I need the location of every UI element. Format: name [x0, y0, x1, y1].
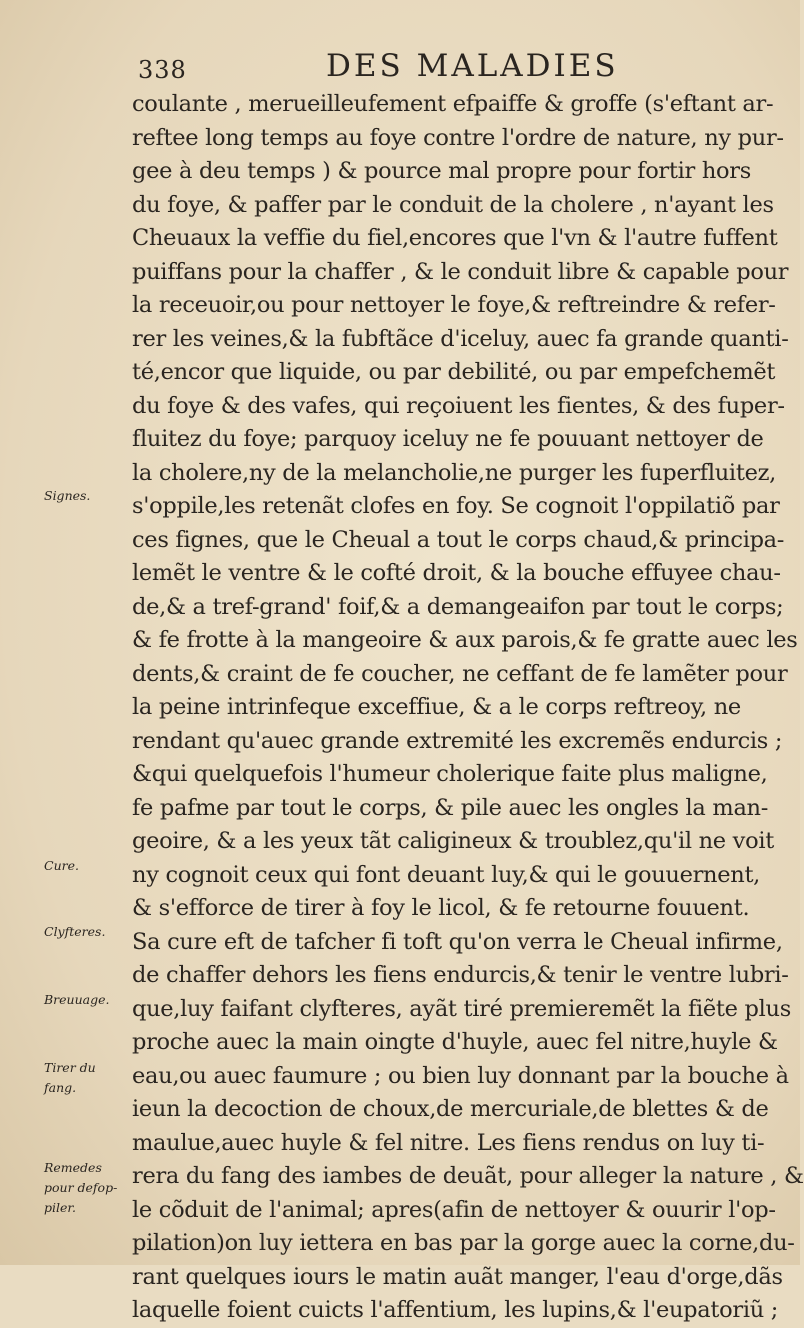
text-line: la receuoir,ou pour nettoyer le foye,& reftreindre & refer-	[132, 292, 776, 318]
running-title: DES MALADIES	[326, 48, 619, 84]
text-line: du foye, & paffer par le conduit de la cholere , n'ayant les	[132, 191, 774, 218]
body-text	[132, 88, 804, 1328]
text-line: fluitez du foye; parquoy iceluy ne fe pouuant nettoyer de	[132, 426, 764, 452]
text-line: & s'efforce de tirer à foy le licol, & fe retourne fouuent.	[132, 895, 750, 921]
text-line: coulante , merueilleufement efpaiffe & groffe (s'eftant ar-	[132, 91, 774, 117]
margin-note-remedes: Remedes	[44, 1160, 102, 1175]
text-line: rendant qu'auec grande extremité les excremẽs endurcis ;	[132, 727, 783, 754]
text-line: proche auec la main oingte d'huyle, auec fel nitre,huyle &	[132, 1029, 778, 1055]
text-line: ieun la decoction de choux,de mercuriale,de blettes & de	[132, 1096, 769, 1122]
text-line: &qui quelquefois l'humeur cholerique faite plus maligne,	[132, 761, 768, 787]
page-number: 338	[138, 56, 187, 84]
text-line: ces fignes, que le Cheual a tout le corps chaud,& principa-	[132, 526, 785, 553]
text-line: eau,ou auec faumure ; ou bien luy donnant par la bouche à	[132, 1062, 789, 1089]
text-line: fe pafme par tout le corps, & pile auec les ongles la man-	[132, 794, 769, 821]
text-line: de chaffer dehors les fiens endurcis,& tenir le ventre lubri-	[132, 962, 789, 988]
text-line: dents,& craint de fe coucher, ne ceffant de fe lamẽter pour	[132, 660, 788, 687]
text-line: rer les veines,& la fubftãce d'iceluy, auec fa grande quanti-	[132, 325, 789, 352]
text-line: pilation)on luy iettera en bas par la gorge auec la corne,du-	[132, 1230, 795, 1256]
text-line: ny cognoit ceux qui font deuant luy,& qui le gouuernent,	[132, 861, 761, 888]
margin-note-signes: Signes.	[44, 488, 91, 503]
text-line: & fe frotte à la mangeoire & aux parois,& fe gratte auec les	[132, 627, 798, 653]
margin-note-cure: Cure.	[44, 858, 79, 873]
margin-note-tirer: Tirer du	[44, 1060, 96, 1075]
text-line: la cholere,ny de la melancholie,ne purger les fuperfluitez,	[132, 459, 776, 486]
text-line: la peine intrinfeque exceffiue, & a le corps reftreoy, ne	[132, 694, 741, 720]
text-line: Cheuaux la veffie du fiel,encores que l'vn & l'autre fuffent	[132, 225, 778, 251]
text-line: laquelle foient cuicts l'affentium, les lupins,& l'eupatoriũ ;	[132, 1297, 779, 1323]
margin-note-remedes-3: piler.	[44, 1200, 76, 1215]
margin-note-tirer-2: fang.	[44, 1080, 77, 1095]
text-line: geoire, & a les yeux tãt caligineux & troublez,qu'il ne voit	[132, 828, 774, 854]
text-line: du foye & des vafes, qui reçoiuent les fientes, & des fuper-	[132, 392, 785, 419]
text-line: le cõduit de l'animal; apres(afin de nettoyer & ouurir l'op-	[132, 1196, 776, 1223]
text-line: lemẽt le ventre & le cofté droit, & la bouche effuyee chau-	[132, 560, 781, 586]
text-line: que,luy faifant clyfteres, ayãt tiré premieremẽt la fiẽte plus	[132, 995, 791, 1022]
text-line: s'oppile,les retenãt clofes en foy. Se cognoit l'oppilatiõ par	[132, 493, 780, 519]
text-line: Sa cure eft de tafcher fi toft qu'on verra le Cheual infirme,	[132, 928, 783, 955]
text-line: rant quelques iours le matin auãt manger, l'eau d'orge,dãs	[132, 1263, 783, 1290]
text-line: rera du fang des iambes de deuãt, pour alleger la nature , &	[132, 1163, 804, 1189]
margin-note-clysteres: Clyfteres.	[44, 924, 106, 939]
margin-note-breuuage: Breuuage.	[44, 992, 110, 1007]
text-line: maulue,auec huyle & fel nitre. Les fiens rendus on luy ti-	[132, 1129, 765, 1156]
margin-notes	[0, 0, 130, 1265]
text-line: de,& a tref-grand' foif,& a demangeaifon par tout le corps;	[132, 593, 784, 620]
text-line: gee à deu temps ) & pource mal propre pour fortir hors	[132, 158, 751, 184]
text-line: puiffans pour la chaffer , & le conduit libre & capable pour	[132, 258, 789, 285]
text-line: té,encor que liquide, ou par debilité, ou par empefchemẽt	[132, 359, 776, 385]
margin-note-remedes-2: pour defop-	[44, 1180, 118, 1195]
text-line: reftee long temps au foye contre l'ordre de nature, ny pur-	[132, 124, 784, 151]
